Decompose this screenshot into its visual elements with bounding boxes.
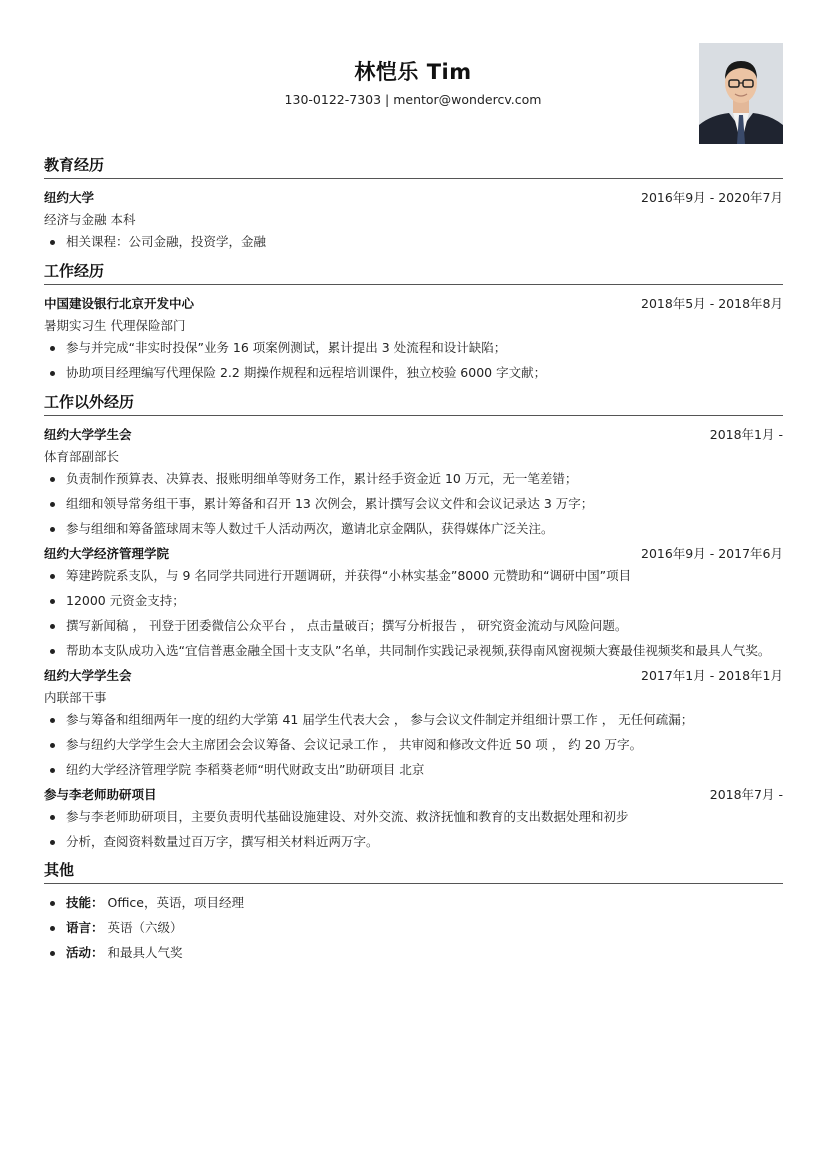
list-item: 帮助本支队成功入选“宜信普惠金融全国十支支队”名单，共同制作实践记录视频,获得南风窗视频大赛最佳视频奖和最具人气奖。 bbox=[44, 640, 783, 660]
org-role: 内联部干事 bbox=[44, 690, 107, 705]
education-title: 教育经历 bbox=[44, 156, 783, 179]
org-name: 参与李老师助研项目 bbox=[44, 787, 157, 802]
job-role: 暑期实习生 代理保险部门 bbox=[44, 318, 186, 333]
extra-section bbox=[44, 393, 783, 853]
org-name: 纽约大学学生会 bbox=[44, 427, 132, 442]
list-item: 参与李老师助研项目，主要负责明代基础设施建设、对外交流、救济抚恤和教育的支出数据处理和初步 bbox=[44, 806, 783, 828]
education-date: 2016年9月 - 2020年7月 bbox=[641, 190, 783, 205]
list-item: 相关课程：公司金融，投资学，金融 bbox=[44, 231, 783, 253]
list-item: 参与并完成“非实时投保”业务 16 项案例测试，累计提出 3 处流程和设计缺陷； bbox=[44, 337, 783, 359]
list-item bbox=[44, 917, 783, 939]
work-entry bbox=[44, 293, 783, 384]
org-name: 纽约大学学生会 bbox=[44, 668, 132, 683]
school-name: 纽约大学 bbox=[44, 190, 95, 205]
list-item: 参与筹备和组细两年一度的纽约大学第 41 届学生代表大会 ， 参与会议文件制定并组细计票工作 ， 无任何疏漏； bbox=[44, 709, 783, 731]
resume-content bbox=[44, 156, 783, 967]
work-title: 工作经历 bbox=[44, 262, 783, 285]
org-date: 2018年7月 - bbox=[709, 787, 783, 802]
list-item: 筹建跨院系支队，与 9 名同学共同进行开题调研，并获得“小林实基金”8000 元赞助和“调研中国”项目 bbox=[44, 565, 783, 587]
contact-line: 130-0122-7303 | mentor@wondercv.com bbox=[284, 92, 542, 107]
language-value: 英语（六级） bbox=[107, 920, 183, 935]
org-role: 体育部副部长 bbox=[44, 449, 120, 464]
degree: 经济与金融 本科 bbox=[44, 212, 136, 227]
org-date: 2017年1月 - 2018年1月 bbox=[641, 668, 783, 683]
list-item: 纽约大学经济管理学院 李稻葵老师“明代财政支出”助研项目 北京 bbox=[44, 759, 783, 781]
activity-key: 活动： bbox=[66, 945, 104, 960]
extra-entry bbox=[44, 424, 783, 540]
list-item: 参与纽约大学学生会大主席团会会议筹备、会议记录工作 ， 共审阅和修改文件近 50 项 ， 约 20 万字。 bbox=[44, 734, 783, 756]
candidate-name: 林恺乐 Tim bbox=[354, 60, 472, 84]
company-name: 中国建设银行北京开发中心 bbox=[44, 296, 195, 311]
other-section bbox=[44, 861, 783, 964]
list-item: 协助项目经理编写代理保险 2.2 期操作规程和远程培训课件，独立校验 6000 字文献； bbox=[44, 362, 783, 384]
extra-title: 工作以外经历 bbox=[44, 393, 783, 416]
portrait-image bbox=[699, 43, 783, 144]
org-date: 2016年9月 - 2017年6月 bbox=[641, 546, 783, 561]
extra-entry bbox=[44, 665, 783, 781]
work-date: 2018年5月 - 2018年8月 bbox=[641, 296, 783, 311]
org-name: 纽约大学经济管理学院 bbox=[44, 546, 170, 561]
skill-value: Office，英语，项目经理 bbox=[107, 895, 244, 910]
work-section bbox=[44, 262, 783, 384]
extra-entry bbox=[44, 784, 783, 853]
list-item: 组细和领导常务组干事，累计筹备和召开 13 次例会，累计撰写会议文件和会议记录达 3 万字； bbox=[44, 493, 783, 515]
list-item: 负责制作预算表、决算表、报账明细单等财务工作，累计经手资金近 10 万元，无一笔差错； bbox=[44, 468, 783, 490]
profile-photo bbox=[699, 43, 783, 144]
list-item: 分析，查阅资料数量过百万字，撰写相关材料近两万字。 bbox=[44, 831, 783, 853]
org-date: 2018年1月 - bbox=[709, 427, 783, 442]
other-title: 其他 bbox=[44, 861, 783, 884]
list-item: 撰写新闻稿 ， 刊登于团委微信公众平台 ， 点击量破百；撰写分析报告 ， 研究资金流动与风险问题。 bbox=[44, 615, 783, 637]
extra-entry bbox=[44, 543, 783, 660]
language-key: 语言： bbox=[66, 920, 104, 935]
education-section bbox=[44, 156, 783, 253]
skill-key: 技能： bbox=[66, 895, 104, 910]
list-item: 参与组细和筹备篮球周末等人数过千人活动两次，邀请北京金隅队，获得媒体广泛关注。 bbox=[44, 518, 783, 540]
education-entry bbox=[44, 187, 783, 253]
list-item bbox=[44, 942, 783, 964]
list-item bbox=[44, 892, 783, 914]
list-item: 12000 元资金支持； bbox=[44, 590, 783, 612]
activity-value: 和最具人气奖 bbox=[107, 945, 183, 960]
